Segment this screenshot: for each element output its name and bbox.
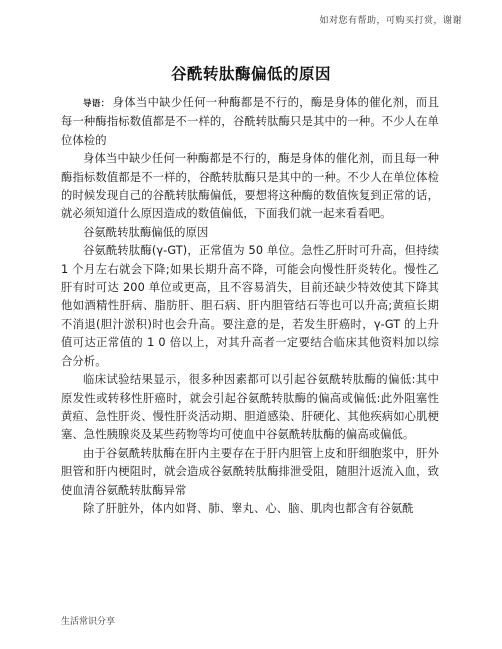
header-note: 如对您有帮助，可购买打赏，谢谢	[319, 16, 462, 26]
footer-note: 生活常识分享	[61, 617, 116, 627]
body-paragraph-5: 除了肝脏外，体内如肾、肺、睾丸、心、脑、肌肉也都含有谷氨酰	[83, 501, 414, 515]
document-title: 谷酰转肽酶偏低的原因	[170, 65, 331, 83]
intro-paragraph	[61, 94, 439, 150]
body-paragraph-3: 临床试验结果显示，很多种因素都可以引起谷氨酰转肽酶的偏低:其中原发性或转移性肝癌时，就会引起谷氨酰转肽酶的偏高或偏低:此外阻塞性黄疸、急性肝炎、慢性肝炎活动期、胆道感染、肝硬化、其他疾病如心肌梗塞、急性胰腺炎及某些药物等均可使血中谷氨酰转肽酶的偏高或偏低。	[61, 373, 439, 442]
body-paragraph-4: 由于谷氨酰转肽酶在肝内主要存在于肝内胆管上皮和肝细胞浆中，肝外胆管和肝内梗阻时，就会造成谷氨酰转肽酶排泄受阻，随胆汁返流入血，致使血清谷氨酰转肽酶异常	[61, 446, 439, 497]
intro-text: 身体当中缺少任何一种酶都是不行的，酶是身体的催化剂，而且每一种酶指标数值都是不一样的，谷酰转肽酶只是其中的一种。不少人在单位体检的	[61, 96, 439, 147]
body-paragraph-2: 谷氨酰转肽酶(γ-GT)，正常值为 50 单位。急性乙肝时可升高，但持续 1 个月左右就会下降;如果长期升高不降，可能会向慢性肝炎转化。慢性乙肝有时可达 200 单位或更高，且不容易消失，目前还缺少特效使其下降其他如酒精性肝病、脂肪肝、胆石病、肝内胆管结石等也可以升高;黄疸长期不消退(胆汁淤积)时也会升高。要注意的是，若发生肝癌时，γ-GT 的上升值可达正常值的 1 0 倍以上，对其升高者一定要结合临床其他资料加以综合分析。	[61, 244, 439, 368]
body-paragraph-1: 身体当中缺少任何一种酶都是不行的，酶是身体的催化剂，而且每一种酶指标数值都是不一样的，谷酰转肽酶只是其中的一种。不少人在单位体检的时候发现自己的谷酰转肽酶偏低，要想将这种酶的数值恢复到正常的话，就必须知道什么原因造成的数值偏低，下面我们就一起来看看吧。	[61, 152, 439, 221]
document-body	[61, 94, 439, 518]
section-heading: 谷氨酰转肽酶偏低的原因	[83, 225, 209, 239]
intro-label: 导语：	[83, 99, 110, 109]
